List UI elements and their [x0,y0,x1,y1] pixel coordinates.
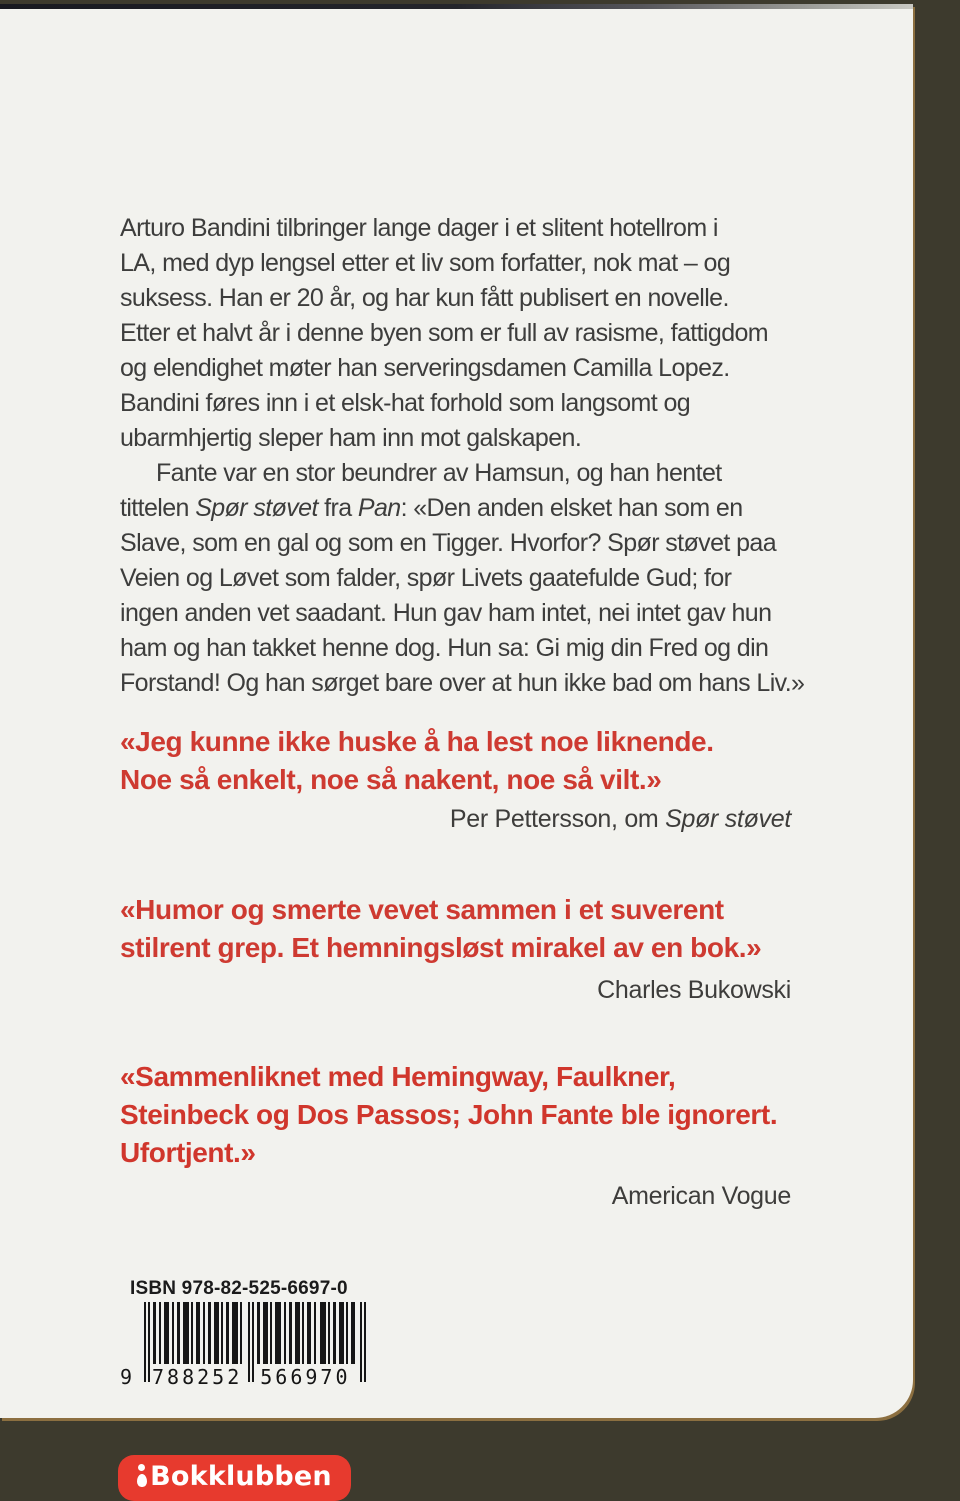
publisher-name: Bokklubben [150,1461,332,1492]
synopsis-line: Forstand! Og han sørget bare over at hun ikke bad om hans Liv.» [120,669,805,697]
quote-line: Steinbeck og Dos Passos; John Fante ble ignorert. [120,1099,778,1130]
isbn-block [120,1277,791,1398]
page-edge-shadow [0,4,913,9]
book-title-italic: Pan [357,494,401,522]
book-title-italic: Spør støvet [665,805,791,833]
synopsis-line: Veien og Løvet som falder, spør Livets gaatefulde Gud; for [120,564,732,592]
review-quote-vogue [120,1058,791,1172]
barcode-digit-group1: 788252 [152,1365,243,1389]
quote-line: «Humor og smerte vevet sammen i et suverent [120,894,724,925]
synopsis-line: LA, med dyp lengsel etter et liv som forfatter, nok mat – og [120,249,731,277]
barcode-digit-lead: 9 [120,1365,133,1389]
isbn-barcode [120,1302,420,1398]
bokklubben-logo-icon [137,1464,147,1488]
attribution-text: Per Pettersson, om [449,805,666,833]
barcode-digit-group2: 566970 [260,1365,351,1389]
synopsis-line: ham og han takket henne dog. Hun sa: Gi mig din Fred og din [120,634,769,662]
quote-attribution-bukowski: Charles Bukowski [597,976,791,1004]
synopsis-line: Arturo Bandini tilbringer lange dager i et slitent hotellrom i [120,214,718,242]
review-quote-pettersson [120,723,791,799]
text-segment: : «Den anden elsket han som en [400,494,743,522]
synopsis-line [120,491,791,526]
quote-line: Ufortjent.» [120,1137,256,1168]
synopsis-line: suksess. Han er 20 år, og har kun fått publisert en novelle. [120,284,729,312]
synopsis-line: og elendighet møter han serveringsdamen Camilla Lopez. [120,354,730,382]
quote-line: Noe så enkelt, noe så nakent, noe så vilt.» [120,764,662,795]
quote-line: «Sammenliknet med Hemingway, Faulkner, [120,1061,676,1092]
synopsis-line: Etter et halvt år i denne byen som er full av rasisme, fattigdom [120,319,769,347]
synopsis-line: ingen anden vet saadant. Hun gav ham intet, nei intet gav hun [120,599,772,627]
barcode-digits [120,1364,351,1390]
quote-attribution-vogue: American Vogue [611,1182,791,1210]
book-title-italic: Spør støvet [195,494,318,522]
book-back-cover [0,4,913,1418]
quote-attribution-pettersson [120,802,791,837]
review-quote-bukowski [120,891,791,967]
synopsis-paragraph-1 [120,211,791,456]
synopsis-line: Slave, som en gal og som en Tigger. Hvorfor? Spør støvet paa [120,529,776,557]
synopsis-line: Fante var en stor beundrer av Hamsun, og han hentet [156,459,722,487]
isbn-label: ISBN 978-82-525-6697-0 [130,1278,348,1299]
synopsis-line: Bandini føres inn i et elsk-hat forhold som langsomt og [120,389,691,417]
synopsis-paragraph-2 [120,456,805,701]
publisher-badge [118,1455,351,1501]
quote-line: stilrent grep. Et hemningsløst mirakel av en bok.» [120,932,762,963]
text-segment: tittelen [120,494,196,522]
cover-content [0,4,913,1398]
text-segment: fra [317,494,358,522]
synopsis-line: ubarmhjertig sleper ham inn mot galskapen. [120,424,582,452]
quote-line: «Jeg kunne ikke huske å ha lest noe liknende. [120,726,714,757]
